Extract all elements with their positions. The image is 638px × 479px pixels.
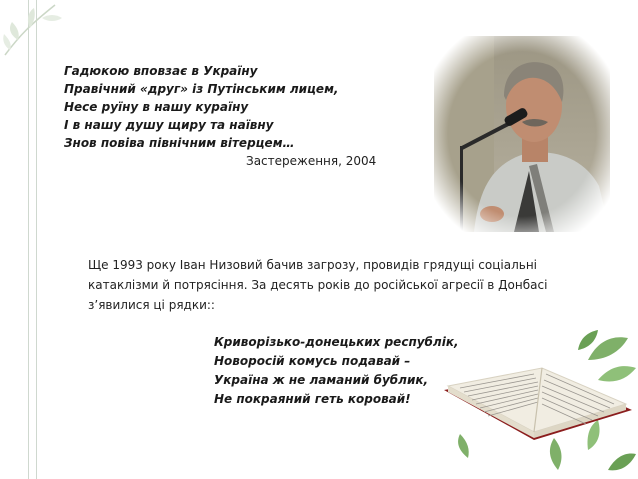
verse-line: Новоросій комусь подавай – [214,354,411,368]
epigraph-line: Гадюкою вповзає в Україну [64,64,258,78]
border-line-left [28,0,29,479]
verse-line: Криворізько-донецьких республік, [214,335,459,349]
epigraph-source: Застереження, 2004 [246,154,377,168]
epigraph-poem [64,62,338,152]
verse-line: Не покраяний геть коровай! [214,392,411,406]
intro-paragraph: Ще 1993 року Іван Низовий бачив загрозу, провидів грядущі соціальні катаклізми й потрясіння. За десять років до російської агресії в Донбасі з’явилися ці рядки:: [88,258,548,312]
author-photo [434,36,610,232]
epigraph-line: І в нашу душу щиру та наївну [64,118,274,132]
open-book-illustration [438,330,638,479]
epigraph-line: Несе руїну в нашу кураїну [64,100,249,114]
epigraph-line: Знов повіва північним вітерцем… [64,136,295,150]
border-line-inner [36,0,37,479]
verse-line: Україна ж не ламаний бублик, [214,373,429,387]
verse-poem [214,333,459,409]
epigraph-line: Правічний «друг» із Путінським лицем, [64,82,339,96]
floral-ornament [0,0,90,60]
